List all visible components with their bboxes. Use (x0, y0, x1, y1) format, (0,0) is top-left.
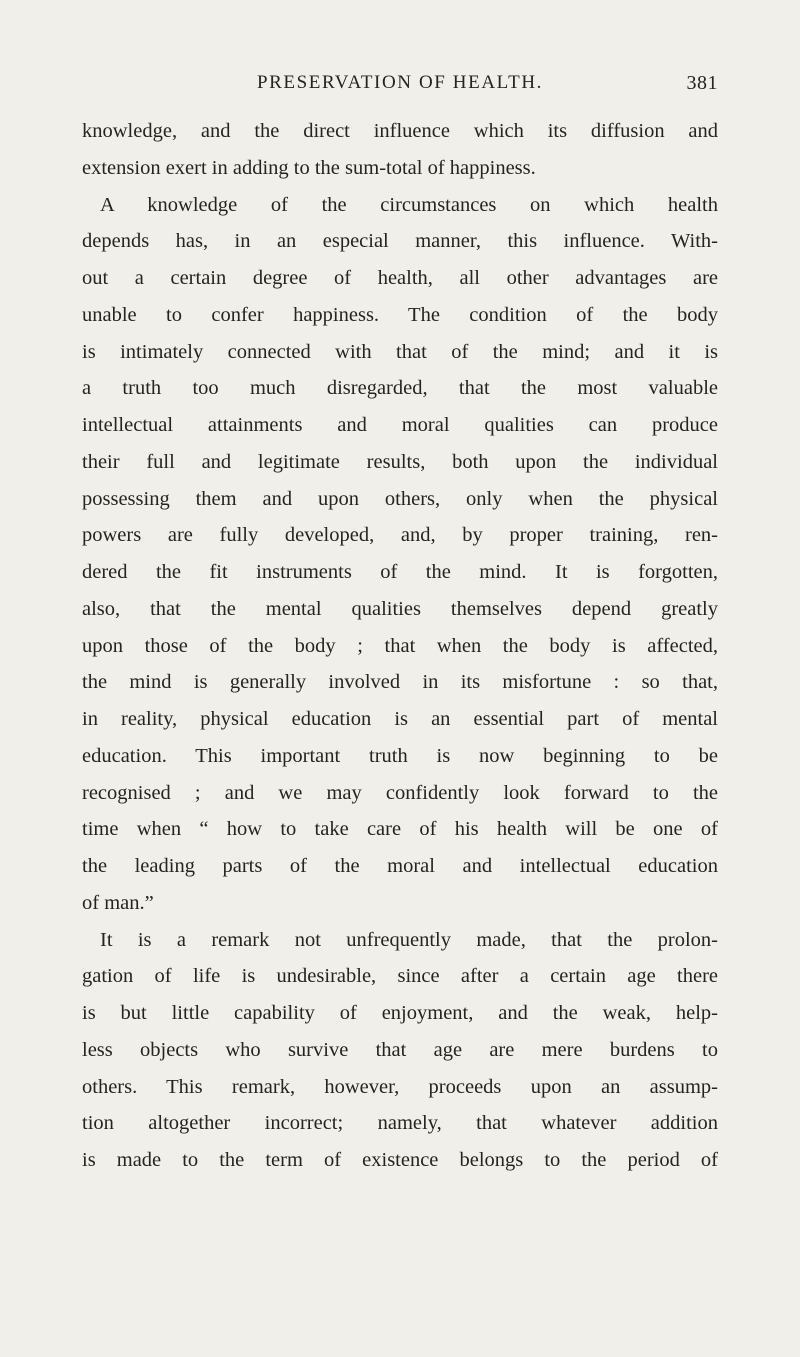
running-title: PRESERVATION OF HEALTH. (256, 72, 543, 93)
text-line: education. This important truth is now beginning to be (82, 744, 718, 767)
text-line: a truth too much disregarded, that the most valuable (82, 377, 718, 400)
text-line: It is a remark not unfrequently made, that the prolon- (100, 928, 718, 951)
text-line: depends has, in an especial manner, this influence. With- (82, 230, 718, 253)
text-line: is but little capability of enjoyment, and the weak, help- (82, 1002, 718, 1024)
body-text (82, 113, 718, 1179)
text-line: time when “ how to take care of his health will be one of (82, 818, 718, 841)
text-line: powers are fully developed, and, by proper training, ren- (82, 524, 718, 547)
text-line: out a certain degree of health, all other advantages are (82, 267, 718, 289)
text-line: is made to the term of existence belongs to the period of (82, 1149, 718, 1171)
text-line: gation of life is undesirable, since after a certain age there (82, 965, 718, 988)
text-line: others. This remark, however, proceeds upon an assump- (82, 1075, 718, 1098)
text-line: the leading parts of the moral and intellectual education (82, 855, 718, 877)
text-line: knowledge, and the direct influence which its diffusion and (82, 120, 718, 142)
text-line: tion altogether incorrect; namely, that whatever addition (82, 1112, 718, 1135)
text-line: recognised ; and we may confidently look forward to the (82, 781, 718, 804)
text-line: the mind is generally involved in its misfortune : so that, (82, 671, 718, 694)
text-line: their full and legitimate results, both upon the individual (82, 450, 718, 473)
text-line: extension exert in adding to the sum-total of happiness. (82, 156, 536, 179)
text-line: less objects who survive that age are mere burdens to (82, 1038, 718, 1061)
text-line: of man.” (82, 891, 154, 914)
running-head (82, 72, 718, 102)
page-number: 381 (686, 72, 718, 94)
text-line: is intimately connected with that of the mind; and it is (82, 340, 718, 363)
text-line: upon those of the body ; that when the body is affected, (82, 634, 718, 657)
text-line: unable to confer happiness. The condition of the body (82, 303, 718, 326)
text-line: intellectual attainments and moral qualities can produce (82, 414, 718, 436)
text-line: also, that the mental qualities themselves depend greatly (82, 597, 718, 620)
text-line: possessing them and upon others, only when the physical (82, 487, 718, 510)
text-line: dered the fit instruments of the mind. It is forgotten, (82, 561, 718, 583)
text-line: in reality, physical education is an essential part of mental (82, 708, 718, 730)
text-line: A knowledge of the circumstances on which health (100, 193, 718, 216)
